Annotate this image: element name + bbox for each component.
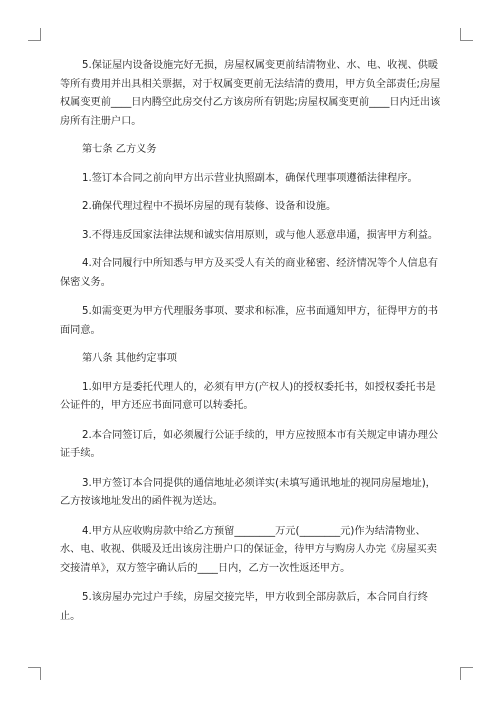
paragraph-other-3: 3.甲方签订本合同提供的通信地址必须详实(未填写通讯地址的视同房屋地址)，乙方按该地址发出的函件视为送达。 — [60, 477, 436, 507]
paragraph-other-1: 1.如甲方是委托代理人的，必须有甲方(产权人)的授权委托书，如授权委托书是公证件的，甲方还应书面同意可以转委托。 — [60, 381, 436, 411]
heading-article-7: 第七条 乙方义务 — [82, 144, 157, 155]
paragraph-agent-duty-3: 3.不得违反国家法律法规和诚实信用原则，或与他人恶意串通，损害甲方利益。 — [82, 229, 439, 241]
paragraph-agent-duty-1: 1.签订本合同之前向甲方出示营业执照副本，确保代理事项遵循法律程序。 — [82, 172, 418, 184]
paragraph-other-2: 2.本合同签订后，如必须履行公证手续的，甲方应按照本市有关规定申请办理公证手续。 — [60, 429, 439, 459]
crop-mark-bottom-right — [460, 667, 473, 680]
paragraph-agent-duty-5: 5.如需变更为甲方代理服务事项、要求和标准，应书面通知甲方，征得甲方的书面同意。 — [60, 306, 439, 336]
paragraph-agent-duty-2: 2.确保代理过程中不损坏房屋的现有装修、设备和设施。 — [82, 201, 337, 212]
crop-mark-bottom-left — [28, 667, 41, 680]
paragraph-seller-duty-5: 5.保证屋内设备设施完好无损，房屋权属变更前结清物业、水、电、收视、供暖等所有费用并出具相关票据，对于权属变更前无法结清的费用，甲方负全部责任;房屋权属变更前____日内腾空此房交付乙方该房所有钥匙;房屋权属变更前____日内迁出该房所有注册户口。 — [60, 60, 441, 127]
paragraph-other-4: 4.甲方从应收购房款中给乙方预留________万元(________元)作为结清物业、水、电、收视、供暖及迁出该房注册户口的保证金，待甲方与购房人办完《房屋买卖交接清单》，双方签字确认后的____日内，乙方一次性返还甲方。 — [60, 525, 437, 574]
crop-mark-top-left — [28, 28, 41, 41]
paragraph-other-5: 5.该房屋办完过户手续，房屋交接完毕，甲方收到全部房款后，本合同自行终止。 — [60, 592, 428, 622]
heading-article-8: 第八条 其他约定事项 — [82, 353, 177, 364]
crop-mark-top-right — [460, 28, 473, 41]
paragraph-agent-duty-4: 4.对合同履行中所知悉与甲方及买受人有关的商业秘密、经济情况等个人信息有保密义务。 — [60, 258, 439, 288]
document-body — [60, 57, 444, 626]
